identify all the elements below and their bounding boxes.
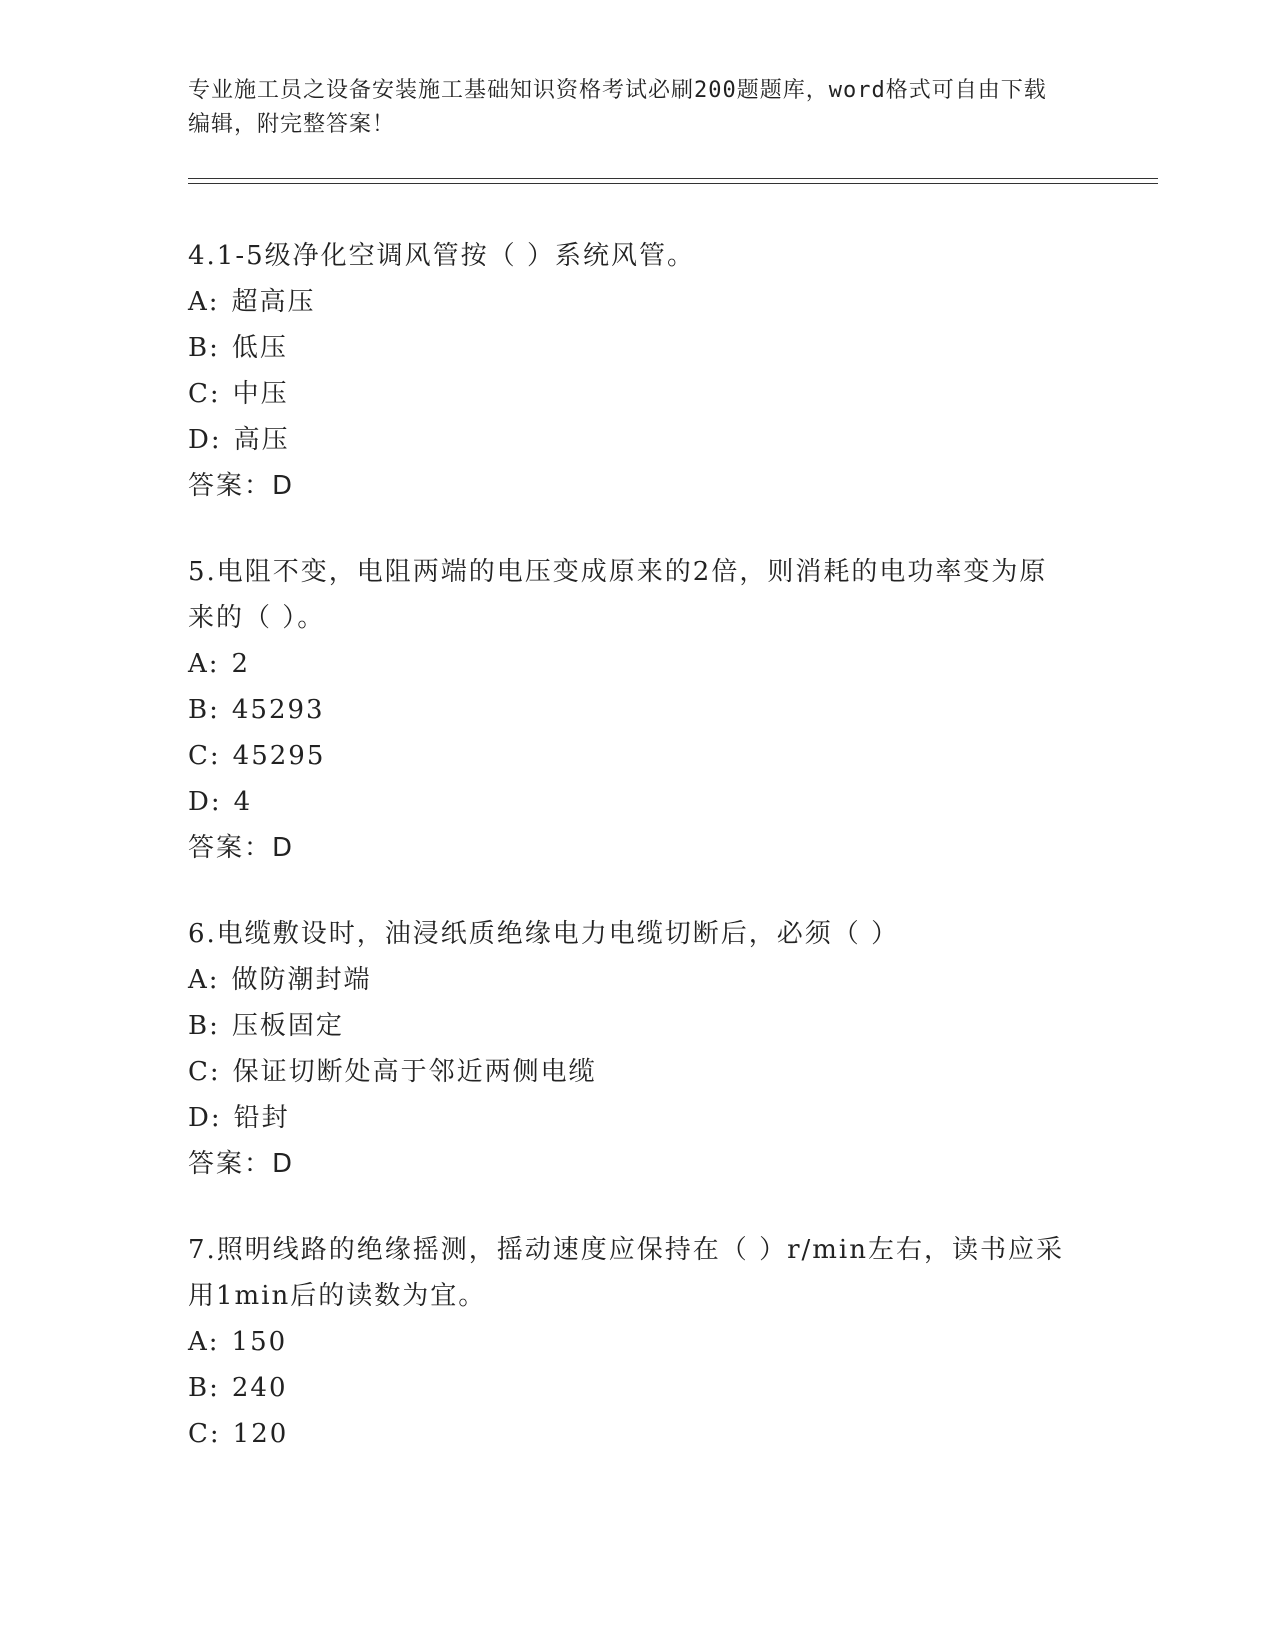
question-item: [188, 549, 1068, 871]
question-text: 5.电阻不变，电阻两端的电压变成原来的2倍，则消耗的电功率变为原来的（ ）。: [188, 557, 1048, 633]
option-text: 中压: [232, 379, 289, 409]
option-key: C:: [188, 1419, 221, 1449]
option-text: 45293: [231, 695, 325, 725]
option-a: [188, 1319, 1068, 1365]
option-text: 150: [231, 1327, 288, 1357]
option-text: 45295: [232, 741, 326, 771]
option-key: A:: [188, 1327, 220, 1357]
option-key: A:: [188, 965, 220, 995]
option-d: [188, 417, 1068, 463]
option-a: [188, 279, 1068, 325]
option-text: 压板固定: [231, 1011, 344, 1041]
option-text: 铅封: [233, 1103, 290, 1133]
option-key: C:: [188, 1057, 221, 1087]
option-text: 4: [233, 787, 253, 817]
option-key: B:: [188, 1011, 220, 1041]
option-key: B:: [188, 333, 220, 363]
option-b: [188, 1003, 1068, 1049]
option-text: 240: [231, 1373, 288, 1403]
header-divider-line: [188, 183, 1158, 184]
answer-line: 答案：D: [188, 833, 295, 863]
option-a: [188, 957, 1068, 1003]
option-key: A:: [188, 287, 220, 317]
option-text: 保证切断处高于邻近两侧电缆: [232, 1057, 597, 1087]
option-d: [188, 1095, 1068, 1141]
option-key: C:: [188, 379, 221, 409]
question-item: [188, 233, 1068, 509]
option-a: [188, 641, 1068, 687]
option-b: [188, 325, 1068, 371]
question-item: [188, 911, 1068, 1187]
option-key: A:: [188, 649, 220, 679]
option-key: D:: [188, 787, 222, 817]
header-divider-line: [188, 178, 1158, 179]
answer-line: 答案：D: [188, 471, 295, 501]
question-text: 4.1-5级净化空调风管按（ ）系统风管。: [188, 241, 695, 271]
option-text: 高压: [233, 425, 290, 455]
option-b: [188, 687, 1068, 733]
option-text: 做防潮封端: [231, 965, 372, 995]
question-list: [188, 233, 1068, 1497]
option-key: B:: [188, 695, 220, 725]
document-header-intro: 专业施工员之设备安装施工基础知识资格考试必刷200题题库，word格式可自由下载编辑，附完整答案！: [188, 78, 1047, 137]
option-text: 2: [231, 649, 251, 679]
question-text: 6.电缆敷设时，油浸纸质绝缘电力电缆切断后，必须（ ）: [188, 919, 900, 949]
option-key: B:: [188, 1373, 220, 1403]
option-b: [188, 1365, 1068, 1411]
option-key: D:: [188, 425, 222, 455]
option-c: [188, 1411, 1068, 1457]
option-c: [188, 733, 1068, 779]
option-c: [188, 1049, 1068, 1095]
option-text: 120: [232, 1419, 289, 1449]
option-text: 超高压: [231, 287, 316, 317]
option-c: [188, 371, 1068, 417]
question-text: 7.照明线路的绝缘摇测，摇动速度应保持在（ ）r/min左右，读书应采用1min后的读数为宜。: [188, 1235, 1064, 1311]
answer-line: 答案：D: [188, 1149, 295, 1179]
option-d: [188, 779, 1068, 825]
option-text: 低压: [231, 333, 288, 363]
option-key: D:: [188, 1103, 222, 1133]
option-key: C:: [188, 741, 221, 771]
question-item: [188, 1227, 1068, 1457]
